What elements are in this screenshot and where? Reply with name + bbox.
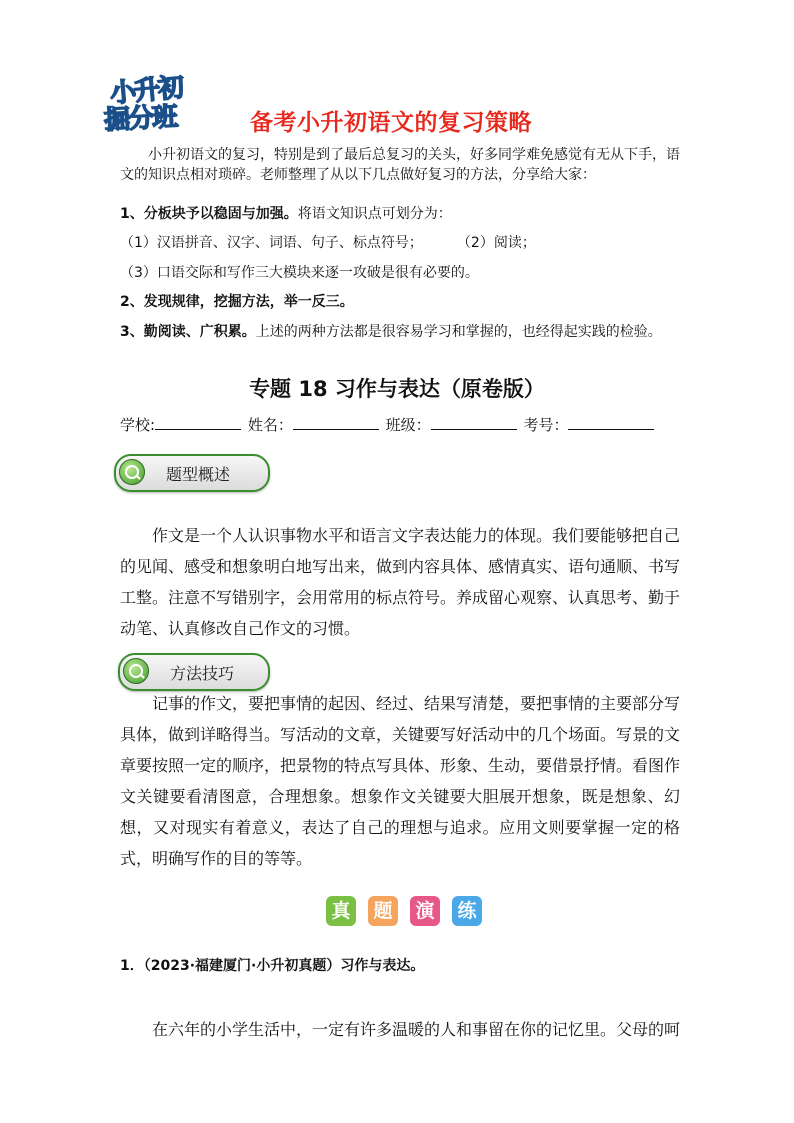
methods-text: 记事的作文，要把事情的起因、经过、结果写清楚，要把事情的主要部分写具体，做到详略得当。写活动的文章，关键要写好活动中的几个场面。写景的文章要按照一定的顺序，把景物的特点写具体、形象、生动，要借景抒情。看图作文关键要看清图意，合理想象。想象作文关键要大胆展开想象，既是想象、幻想，又对现实有着意义，表达了自己的理想与追求。应用文则要掌握一定的格式，明确写作的目的等等。 [120, 694, 681, 868]
tip1-rest: 将语文知识点可划分为： [297, 206, 452, 222]
tip3-rest: 上述的两种方法都是很容易学习和掌握的，也经得起实践的检验。 [255, 324, 662, 340]
practice-tile: 演 [410, 896, 440, 926]
tip2 [120, 292, 680, 312]
header-title: 备考小升初语文的复习策略 [250, 110, 532, 136]
tip1-b: （2）阅读； [456, 235, 536, 251]
student-fields [120, 414, 656, 435]
tip2-bold: 2、发现规律，挖掘方法，举一反三。 [120, 294, 354, 310]
section-badge-methods [118, 653, 270, 691]
tip1 [120, 204, 680, 224]
overview-text: 作文是一个人认识事物水平和语言文字表达能力的体现。我们要能够把自己的见闻、感受和想象明白地写出来，做到内容具体、感情真实、语句通顺、书写工整。注意不写错别字，会用常用的标点符号。养成留心观察、认真思考、勤于动笔、认真修改自己作文的习惯。 [120, 526, 681, 638]
magnifier-icon [119, 459, 145, 485]
practice-tile: 练 [452, 896, 482, 926]
name-blank [293, 415, 379, 430]
practice-tile: 题 [368, 896, 398, 926]
tip3-bold: 3、勤阅读、广积累。 [120, 324, 256, 340]
tip1-line-a [120, 233, 680, 253]
class-label: 班级： [385, 416, 431, 434]
tip3 [120, 322, 680, 342]
school-label: 学校: [120, 416, 156, 434]
logo-line1: 小升初 [109, 72, 184, 110]
section-badge-overview [114, 454, 270, 492]
intro-paragraph: 小升初语文的复习，特别是到了最后总复习的关头，好多同学难免感觉有无从下手，语文的知识点相对琐碎。老师整理了从以下几点做好复习的方法，分享给大家： [120, 147, 680, 183]
section-label: 方法技巧 [170, 664, 235, 683]
practice-tile: 真 [326, 896, 356, 926]
name-label: 姓名： [247, 416, 293, 434]
logo [103, 70, 212, 136]
school-blank [155, 415, 241, 430]
question-1-heading: 1．（2023·福建厦门·小升初真题）习作与表达。 [120, 958, 425, 974]
class-blank [431, 415, 517, 430]
tip1-bold: 1、分板块予以稳固与加强。 [120, 206, 298, 222]
section-label: 题型概述 [166, 465, 231, 484]
practice-banner [326, 896, 494, 926]
magnifier-icon [123, 658, 149, 684]
exam-no-blank [568, 415, 654, 430]
topic-title: 专题 18 习作与表达（原卷版） [249, 377, 545, 401]
tip1-a: （1）汉语拼音、汉字、词语、句子、标点符号； [120, 235, 423, 251]
logo-line2: 掘分班 [103, 102, 177, 136]
question-1-text: 在六年的小学生活中，一定有许多温暖的人和事留在你的记忆里。父母的呵 [152, 1020, 681, 1039]
tip1-c: （3）口语交际和写作三大模块来逐一攻破是很有必要的。 [120, 265, 479, 281]
exam-no-label: 考号： [523, 416, 569, 434]
